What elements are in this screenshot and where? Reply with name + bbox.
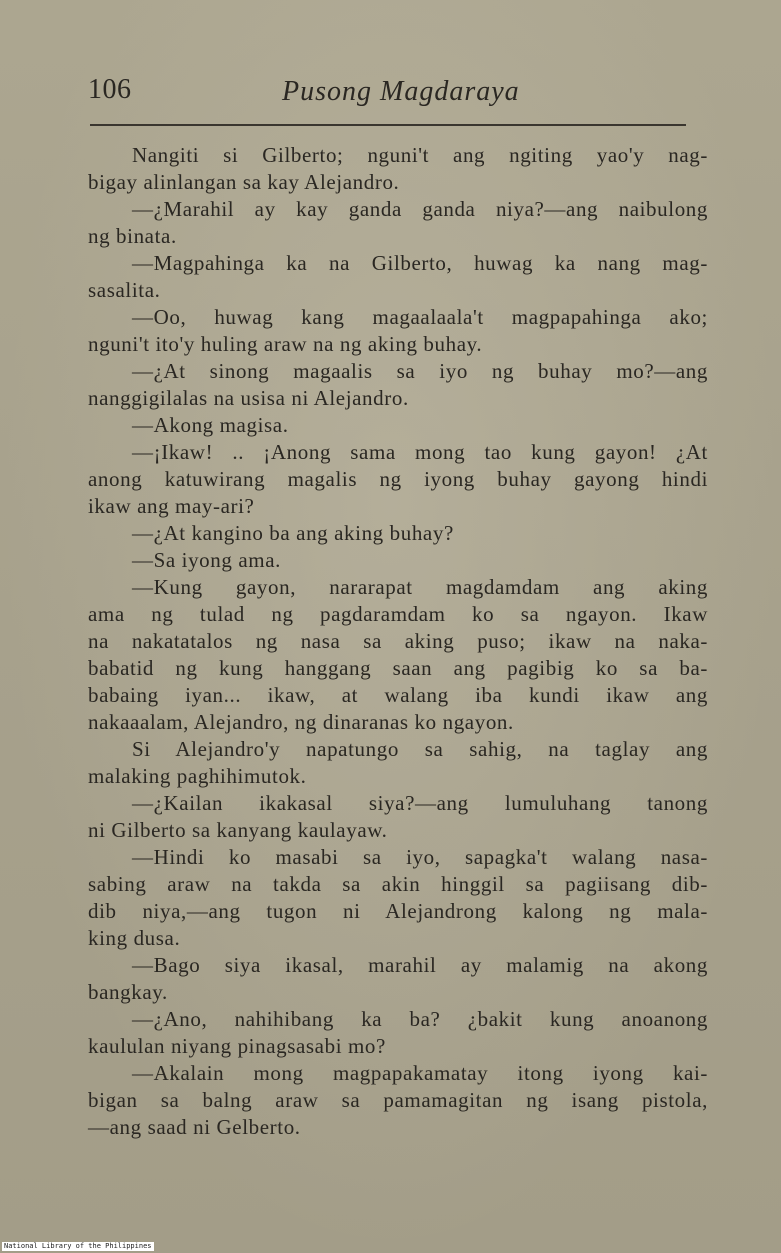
text-line: —¿Kailan ikakasal siya?—ang lumuluhang tanong	[132, 791, 708, 815]
body-text	[88, 142, 708, 1141]
text-line: na nakatatalos ng nasa sa aking puso; ikaw na naka-	[88, 629, 708, 653]
text-line: bigay alinlangan sa kay Alejandro.	[88, 170, 400, 194]
text-line: —¿Ano, nahihibang ka ba? ¿bakit kung anoanong	[132, 1007, 708, 1031]
text-line: babatid ng kung hanggang saan ang pagibig ko sa ba-	[88, 656, 708, 680]
text-line: sasalita.	[88, 278, 161, 302]
text-line: —¿At sinong magaalis sa iyo ng buhay mo?—ang	[132, 359, 708, 383]
text-line: —Bago siya ikasal, marahil ay malamig na akong	[132, 953, 708, 977]
text-line: nanggigilalas na usisa ni Alejandro.	[88, 386, 409, 410]
text-line: babaing iyan... ikaw, at walang iba kundi ikaw ang	[88, 683, 708, 707]
text-line: king dusa.	[88, 926, 181, 950]
text-line: —¿At kangino ba ang aking buhay?	[132, 521, 454, 545]
text-line: —Oo, huwag kang magaalaala't magpapahinga ako;	[132, 305, 708, 329]
text-line: —Magpahinga ka na Gilberto, huwag ka nang mag-	[132, 251, 708, 275]
text-line: ama ng tulad ng pagdaramdam ko sa ngayon. Ikaw	[88, 602, 708, 626]
text-line: —Sa iyong ama.	[132, 548, 281, 572]
text-line: ng binata.	[88, 224, 177, 248]
text-line: —Akong magisa.	[132, 413, 289, 437]
text-line: —¡Ikaw! .. ¡Anong sama mong tao kung gayon! ¿At	[132, 440, 708, 464]
text-line: bigan sa balng araw sa pamamagitan ng isang pistola,	[88, 1088, 708, 1112]
page-header	[88, 74, 688, 114]
text-line: kaululan niyang pinagsasabi mo?	[88, 1034, 386, 1058]
header-rule	[90, 124, 686, 126]
text-line: malaking paghihimutok.	[88, 764, 307, 788]
text-line: dib niya,—ang tugon ni Alejandrong kalong ng mala-	[88, 899, 708, 923]
text-line: anong katuwirang magalis ng iyong buhay gayong hindi	[88, 467, 708, 491]
text-line: —Hindi ko masabi sa iyo, sapagka't walang nasa-	[132, 845, 708, 869]
text-line: nguni't ito'y huling araw na ng aking buhay.	[88, 332, 483, 356]
running-title: Pusong Magdaraya	[282, 76, 520, 107]
text-line: —ang saad ni Gelberto.	[88, 1115, 301, 1139]
text-line: nakaaalam, Alejandro, ng dinaranas ko ngayon.	[88, 710, 514, 734]
text-line: sabing araw na takda sa akin hinggil sa pagiisang dib-	[88, 872, 708, 896]
library-credit: National Library of the Philippines	[4, 1242, 152, 1250]
page-number: 106	[88, 74, 132, 105]
text-line: bangkay.	[88, 980, 168, 1004]
text-line: Nangiti si Gilberto; nguni't ang ngiting yao'y nag-	[132, 143, 708, 167]
text-line: ni Gilberto sa kanyang kaulayaw.	[88, 818, 388, 842]
text-line: —¿Marahil ay kay ganda ganda niya?—ang naibulong	[132, 197, 708, 221]
text-line: Si Alejandro'y napatungo sa sahig, na taglay ang	[132, 737, 708, 761]
text-line: —Kung gayon, nararapat magdamdam ang aking	[132, 575, 708, 599]
text-line: —Akalain mong magpapakamatay itong iyong kai-	[132, 1061, 708, 1085]
text-line: ikaw ang may-ari?	[88, 494, 255, 518]
